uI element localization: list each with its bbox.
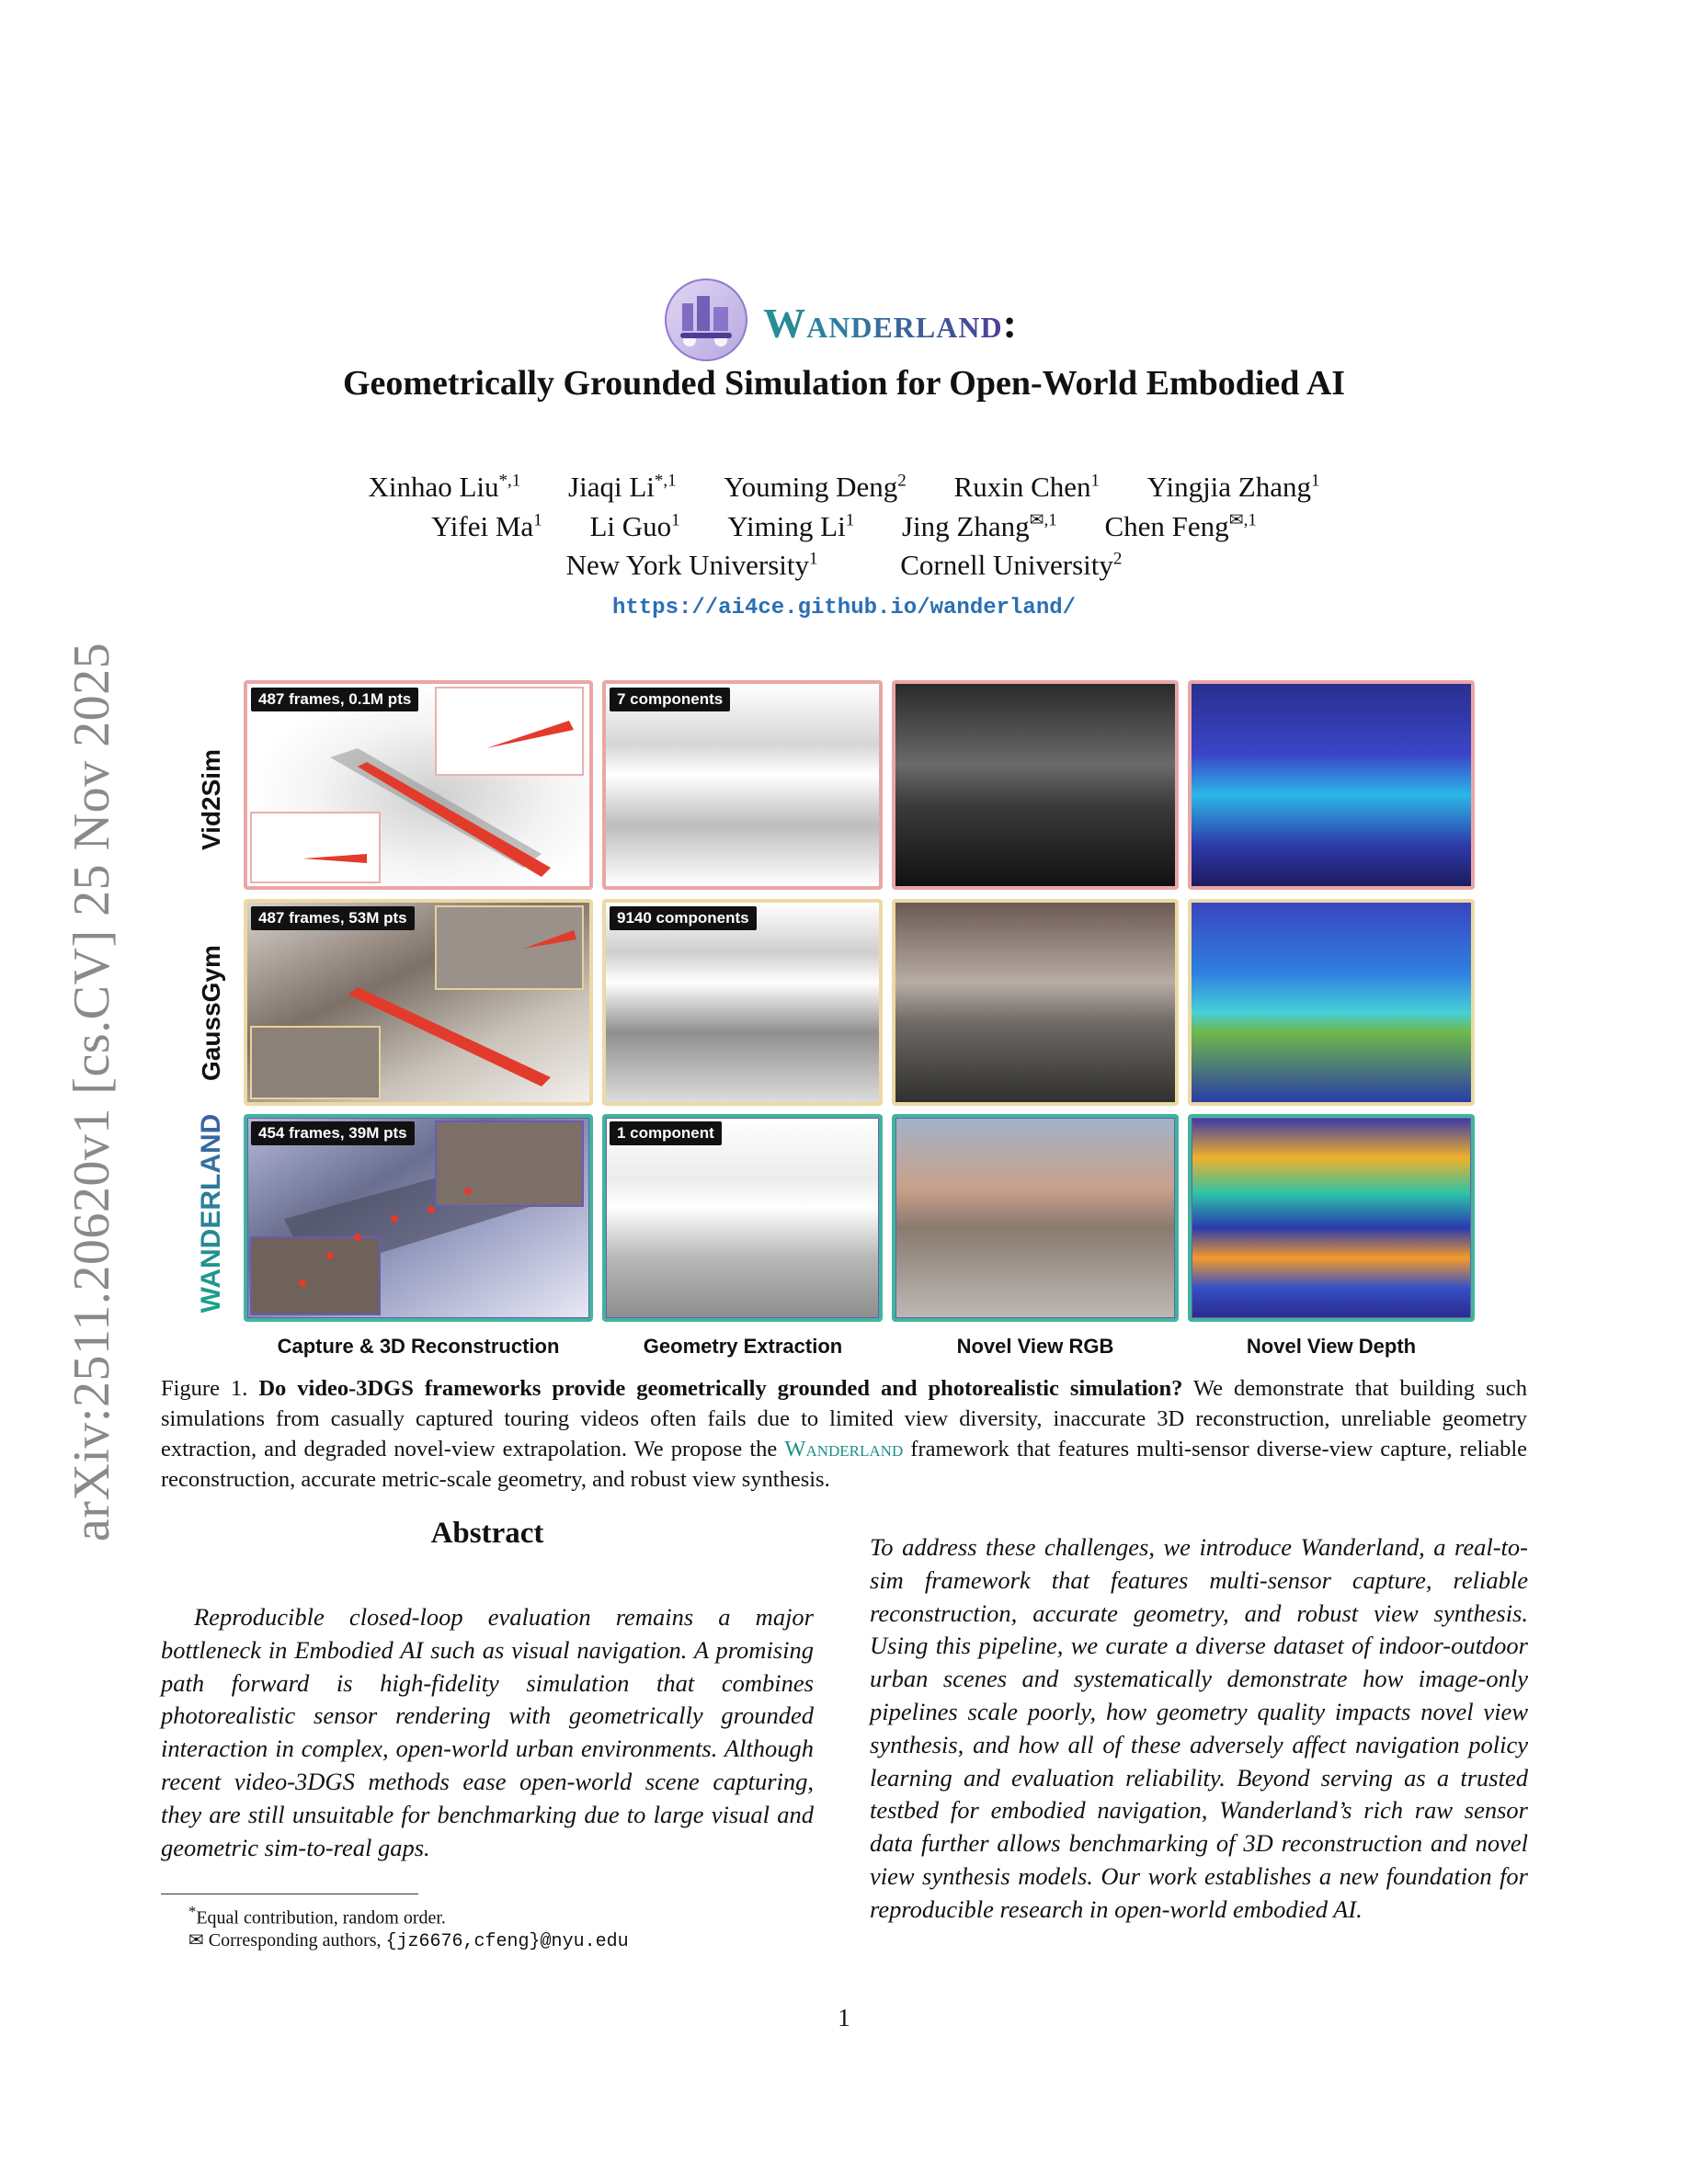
abstract-paragraph-1: Reproducible closed-loop evaluation remains a major bottleneck in Embodied AI such as visual navigation. A promising path forward is high-fidelity simulation that combines photorealistic sensor rendering with geometrically grounded interaction in complex, open-world urban environments. Although recent video-3DGS methods ease open-world scene capturing, they are still unsuitable for benchmarking due to large visual and geometric sim-to-real gaps. [161, 1603, 814, 1861]
author: Xinhao Liu$^{*,1}$ [368, 471, 521, 503]
affiliation: New York University$^1$ [565, 549, 818, 581]
panel-tag: 487 frames, 53M pts [251, 906, 415, 930]
caption-text-2: framework that features multi-sensor diverse-view capture, reliable reconstruction, accurate metric-scale geometry, and robust view synthesis. [161, 1437, 1528, 1492]
caption-text-1: We demonstrate that building such simulations from casually captured touring videos often fails due to limited view diversity, inaccurate 3D reconstruction, unreliable geometry extraction, and degraded novel-view extrapolation. We propose the [161, 1376, 1528, 1462]
affiliations [0, 549, 1688, 582]
panel-tag: 7 components [610, 688, 730, 711]
author: Youming Deng$^2$ [724, 471, 907, 503]
panel-tag: 487 frames, 0.1M pts [251, 688, 418, 711]
figure-caption [161, 1373, 1527, 1495]
column-label-geometry: Geometry Extraction [643, 1335, 843, 1358]
paper-title: Geometrically Grounded Simulation for Open-World Embodied AI [342, 364, 1346, 403]
author: Yingjia Zhang$^1$ [1146, 471, 1320, 503]
page-number: 1 [838, 2004, 850, 2031]
panel-gaussgym-rgb [892, 899, 1179, 1106]
panel-wanderland-depth [1188, 1114, 1475, 1322]
author: Ruxin Chen$^1$ [953, 471, 1101, 503]
caption-prefix: Figure 1. [161, 1376, 248, 1401]
abstract-paragraph-2: To address these challenges, we introduce Wanderland, a real-to-sim framework that features multi-sensor capture, reliable reconstruction, accurate geometry, and robust view synthesis. Using this pipeline, we curate a diverse dataset of indoor-outdoor urban scenes and systematically demonstrate how image-only pipelines scale poorly, how geometry quality impacts novel view synthesis, and how all of these adversely affect navigation policy learning and evaluation reliability. Beyond serving as a trusted testbed for embodied navigation, Wanderland’s rich raw sensor data further allows benchmarking of 3D reconstruction and novel view synthesis models. Our work establishes a new foundation for reproducible research in open-world embodied AI. [870, 1533, 1528, 1923]
panel-vid2sim-geometry [602, 680, 883, 890]
reconstruction-sketch [247, 684, 589, 886]
panel-tag: 454 frames, 39M pts [251, 1121, 415, 1145]
author: Jing Zhang$^{✉,1}$ [901, 510, 1057, 543]
arxiv-stamp: arXiv:2511.20620v1 [cs.CV] 25 Nov 2025 [63, 642, 120, 1542]
column-label-reconstruction: Capture & 3D Reconstruction [277, 1335, 560, 1358]
panel-wanderland-reconstruction [244, 1114, 593, 1322]
caption-bold: Do video-3DGS frameworks provide geometrically grounded and photorealistic simulation? [258, 1376, 1183, 1401]
author-row-2 [0, 510, 1688, 543]
reconstruction-sketch [247, 903, 589, 1102]
affiliation: Cornell University$^2$ [900, 549, 1123, 581]
row-label-gaussgym: GaussGym [197, 945, 225, 1081]
panel-wanderland-geometry [602, 1114, 883, 1322]
row-label-wanderland: WANDERLAND [193, 1108, 230, 1319]
project-url-link[interactable]: https://ai4ce.github.io/wanderland/ [611, 596, 1077, 620]
panel-vid2sim-reconstruction [244, 680, 593, 890]
footnote-corresponding: ✉ Corresponding authors, {jz6676,cfeng}@nyu.edu [188, 1930, 629, 1952]
panel-gaussgym-reconstruction [244, 899, 593, 1106]
title-line-1 [0, 299, 1688, 347]
reconstruction-sketch [247, 1118, 589, 1318]
panel-vid2sim-rgb [892, 680, 1179, 890]
author: Chen Feng$^{✉,1}$ [1104, 510, 1257, 543]
brand-name: Wanderland [671, 300, 1002, 347]
panel-gaussgym-geometry [602, 899, 883, 1106]
panel-tag: 1 component [610, 1121, 722, 1145]
corresponding-email[interactable]: {jz6676,cfeng}@nyu.edu [385, 1931, 629, 1952]
panel-wanderland-rgb [892, 1114, 1179, 1322]
author: Yiming Li$^1$ [727, 510, 855, 543]
abstract-heading: Abstract [430, 1517, 544, 1550]
author: Li Guo$^1$ [589, 510, 680, 543]
panel-vid2sim-depth [1188, 680, 1475, 890]
title-colon: : [1002, 300, 1017, 347]
author-row-1 [0, 471, 1688, 504]
panel-gaussgym-depth [1188, 899, 1475, 1106]
author: Jiaqi $Li^{*,1}$ [568, 471, 677, 503]
author: Yifei Ma$^1$ [431, 510, 542, 543]
panel-tag: 9140 components [610, 906, 757, 930]
column-label-rgb: Novel View RGB [956, 1335, 1114, 1358]
caption-brand: Wanderland [784, 1437, 904, 1462]
column-label-depth: Novel View Depth [1246, 1335, 1417, 1358]
row-label-vid2sim: Vid2Sim [197, 749, 225, 850]
footnote-equal-contribution: *Equal contribution, random order. [188, 1903, 446, 1928]
